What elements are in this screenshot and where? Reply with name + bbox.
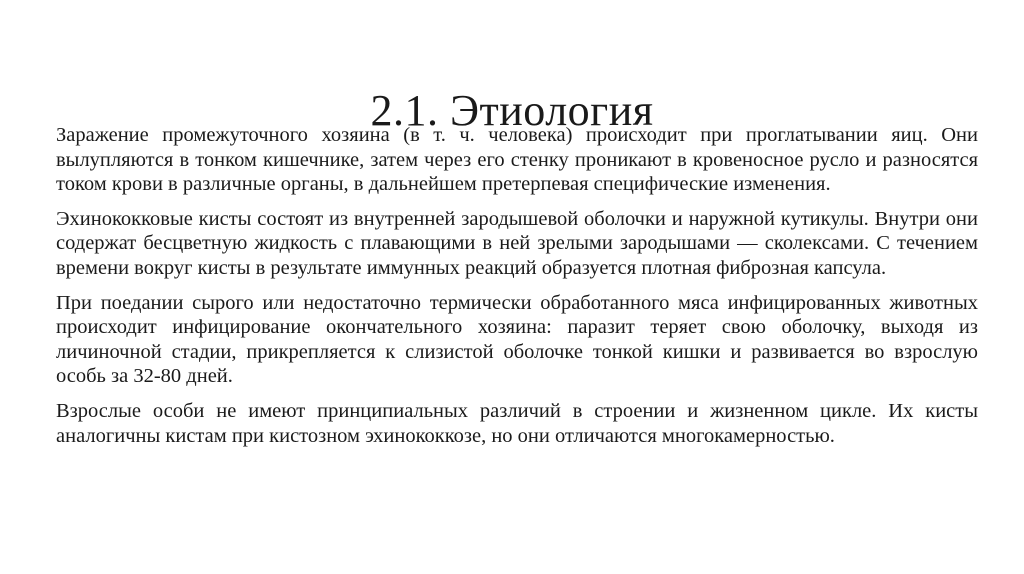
paragraph-infection-definitive-host: При поедании сырого или недостаточно термически обработанного мяса инфицированных животных происходит инфицирование окончательного хозяина: паразит теряет свою оболочку, выходя из личиночной стадии, прикрепляется к слизистой оболочке тонкой кишки и развивается во взрослую особь за 32-80 дней.	[56, 291, 978, 388]
slide-body	[56, 123, 978, 458]
slide-title: 2.1. Этиология	[370, 86, 654, 136]
paragraph-adult-worms: Взрослые особи не имеют принципиальных различий в строении и жизненном цикле. Их кисты аналогичны кистам при кистозном эхинококкозе, но они отличаются многокамерностью.	[56, 399, 978, 447]
paragraph-cyst-structure: Эхинококковые кисты состоят из внутренней зародышевой оболочки и наружной кутикулы. Внутри они содержат бесцветную жидкость с плавающими в ней зрелыми зародышами — сколексами. С течением времени вокруг кисты в результате иммунных реакций образуется плотная фиброзная капсула.	[56, 207, 978, 279]
paragraph-infection-intermediate-host: Заражение промежуточного хозяина (в т. ч. человека) происходит при проглатывании яиц. Они вылупляются в тонком кишечнике, затем через его стенку проникают в кровеносное русло и разносятся током крови в различные органы, в дальнейшем претерпевая специфические изменения.	[56, 124, 978, 196]
